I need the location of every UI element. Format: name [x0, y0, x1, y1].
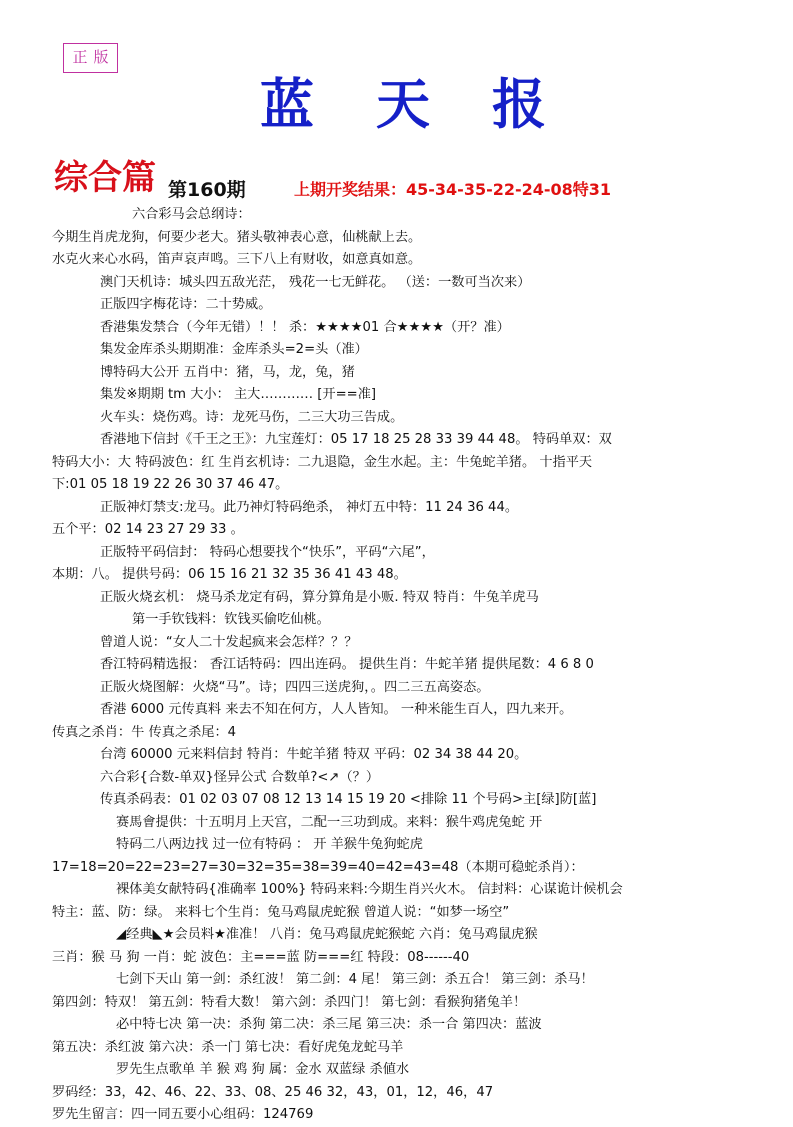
text-line: 水克火来心水码，笛声哀声鸣。三下八上有财收，如意真如意。: [52, 252, 422, 267]
text-line: 正版神灯禁支:龙马。此乃神灯特码绝杀， 神灯五中特：11 24 36 44。: [100, 499, 519, 515]
text-line: 下:01 05 18 19 22 26 30 37 46 47。: [52, 477, 289, 492]
text-line: 罗先生留言：四一同五要小心组码：124769: [52, 1107, 314, 1122]
newspaper-title: 蓝天报: [260, 72, 608, 136]
text-line: 六合彩{合数-单双}怪异公式 合数单?<↗（？）: [100, 769, 380, 785]
text-line: 特码大小：大 特码波色：红 生肖玄机诗：二九退隐，金生水起。主：牛兔蛇羊猪。 十指平天: [52, 454, 593, 470]
text-line: 第一手钦钱料：钦钱买偷吃仙桃。: [132, 612, 330, 627]
text-line: 今期生肖虎龙狗，何要少老大。猪头敬神表心意，仙桃献上去。: [52, 229, 422, 245]
text-line: 火车头：烧伤鸡。诗：龙死马伤，二三大功三告成。: [100, 409, 404, 425]
text-line: 曾道人说：“女人二十发起疯来会怎样？？？: [100, 634, 358, 650]
text-line: 第五决：杀红波 第六决：杀一门 第七决：看好虎兔龙蛇马羊: [52, 1039, 404, 1055]
text-line: 集发金库杀头期期准：金库杀头=2=头（准）: [100, 342, 368, 357]
text-line: 17=18=20=22=23=27=30=32=35=38=39=40=42=43=48（本期可稳蛇杀肖）：: [52, 859, 584, 875]
text-line: 第四剑：特双！ 第五剑：特看大数！ 第六剑：杀四门！ 第七剑：看猴狗猪兔羊！: [52, 994, 527, 1010]
text-line: 必中特七决 第一决：杀狗 第二决：杀三尾 第三决：杀一合 第四决：蓝波: [116, 1017, 542, 1032]
section-title: 综合篇: [54, 158, 156, 198]
text-line: 特主：蓝、防：绿。 来料七个生肖：兔马鸡鼠虎蛇猴 曾道人说：“如梦一场空”: [52, 904, 510, 920]
text-line: 集发※期期 tm 大小： 主大………… [开==准]: [100, 387, 377, 402]
issue-number: 第160期: [168, 179, 246, 201]
text-line: 正版特平码信封： 特码心想要找个“快乐”，平码“六尾”，: [100, 544, 435, 560]
text-line: 传真之杀肖：牛 传真之杀尾：4: [52, 724, 237, 740]
text-line: 博特码大公开 五肖中：猪，马，龙，兔，猪: [100, 364, 355, 380]
text-line: 香江特码精选报： 香江话特码：四出连码。 提供生肖：牛蛇羊猪 提供尾数：4 6 8 0: [100, 657, 594, 672]
last-result: 上期开奖结果：45-34-35-22-24-08特31: [294, 180, 612, 199]
text-line: 七剑下天山 第一剑：杀红波！ 第二剑：4 尾！ 第三剑：杀五合！ 第三剑：杀马！: [116, 972, 594, 987]
text-line: 澳门天机诗：城头四五敌光茫， 残花一七无鲜花。 （送：一数可当次来）: [100, 274, 531, 290]
text-line: 五个平：02 14 23 27 29 33 。: [52, 522, 244, 537]
text-line: 三肖：猴 马 狗 一肖：蛇 波色：主===蓝 防===红 特段：08------40: [52, 949, 470, 965]
genuine-badge: 正版: [63, 43, 118, 73]
text-line: 香港地下信封《千王之王》：九宝莲灯：05 17 18 25 28 33 39 44 48。 特码单双：双: [100, 432, 612, 447]
text-line: 香港集发禁合（今年无错）！！ 杀：★★★★01 合★★★★（开？准）: [100, 319, 510, 335]
text-line: 正版火烧图解：火烧“马”。诗；四四三送虎狗，。四二三五高姿态。: [100, 679, 490, 695]
text-line: 裸体美女献特码{准确率 100%} 特码来料:今期生肖兴火木。 信封料：心谋诡计候机会: [116, 882, 623, 897]
text-line: 赛馬會提供：十五明月上天宫，二配一三功到成。来料：猴牛鸡虎兔蛇 开: [116, 814, 543, 830]
text-line: 正版火烧玄机： 烧马杀龙定有码，算分算角是小贩. 特双 特肖：牛兔羊虎马: [100, 589, 539, 605]
text-line: 传真杀码表：01 02 03 07 08 12 13 14 15 19 20 <排除 11 个号码>主[绿]防[蓝]: [100, 792, 597, 807]
text-line: 正版四字梅花诗：二十势威。: [100, 297, 272, 312]
text-line: 香港 6000 元传真料 来去不知在何方，人人皆知。 一种米能生百人，四九来开。: [100, 702, 573, 717]
text-line: 罗先生点歌单 羊 猴 鸡 狗 属：金水 双蓝绿 杀値水: [116, 1062, 410, 1077]
text-line: 台湾 60000 元来料信封 特肖：牛蛇羊猪 特双 平码：02 34 38 44 20。: [100, 747, 528, 762]
content-body: [52, 204, 782, 1127]
text-line: 六合彩马会总纲诗：: [132, 207, 251, 222]
text-line: 罗码经：33，42、46、22、33、08、25 46 32，43，01，12，46，47: [52, 1084, 494, 1100]
text-line: 特码二八两边找 过一位有特码 ： 开 羊猴牛兔狗蛇虎: [116, 837, 423, 852]
text-line: ◢经典◣★会员料★准准！ 八肖：兔马鸡鼠虎蛇猴蛇 六肖：兔马鸡鼠虎猴: [116, 927, 538, 942]
text-line: 本期：八。 提供号码：06 15 16 21 32 35 36 41 43 48。: [52, 567, 407, 582]
